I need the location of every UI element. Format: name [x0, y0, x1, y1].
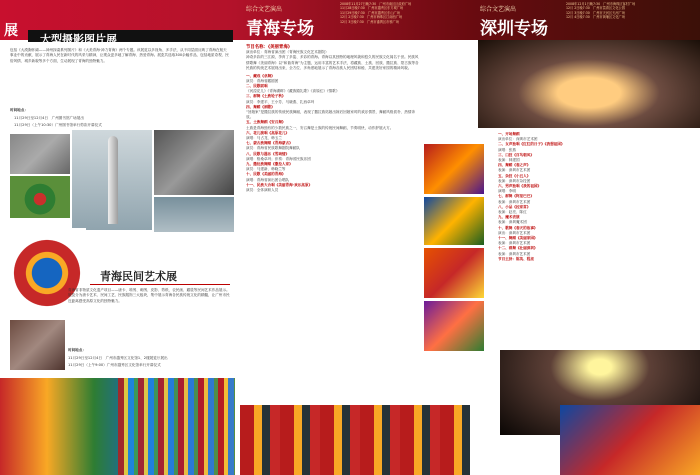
list-item: 十、歌舞《春天的故事》	[498, 225, 538, 230]
list-item: 五、土族舞蹈《安召舞》	[246, 120, 286, 125]
list-item: 六、花儿演唱《高原花儿》	[246, 130, 290, 135]
list-item-desc: 演员：马建新、韩晓兰等	[246, 167, 286, 172]
folk-time-2: 11月29日（上午9:00）广州市越秀区文化馆举行开幕仪式	[68, 363, 161, 367]
list-item-desc: 演员：全体演职人员	[246, 188, 279, 193]
list-item-desc: 表演：深圳市艺术团	[498, 199, 531, 204]
list-item-desc: 演出单位：深圳市艺术团	[498, 137, 538, 142]
list-item: 九、撒拉族舞蹈《撒拉人家》	[246, 162, 293, 167]
right-schedule	[566, 2, 696, 20]
schedule-line: 11月29日晚7:30 广州市越秀区东山广场	[340, 10, 400, 15]
schedule-line: 11月28日晚7:30 广州市越秀区东方城广场	[340, 6, 404, 11]
middle-schedule	[340, 2, 468, 24]
producer: 演出单位：青海省演出团（青海民族文化艺术剧院）	[246, 50, 329, 54]
schedule-line: 12月 2日晚7:30 广州市荔湾区文化公园	[566, 6, 625, 11]
photo-building	[154, 197, 234, 232]
list-item: 四、舞蹈《春之声》	[498, 163, 531, 168]
folk-time-1: 11月29日至12月4日 广州市越秀区文化馆1、2楼展览厅展出	[68, 356, 168, 360]
list-item: 十二、群舞《壮丽深圳》	[498, 246, 538, 251]
list-item-desc: 演唱：青海省演出团合唱队	[246, 177, 290, 182]
list-item-desc: 演唱：张燕	[498, 147, 516, 152]
photo-exhibit-title: 大型摄影图片展	[40, 33, 117, 46]
mask-image	[8, 228, 86, 318]
photo-exhibit-body: 包括《大漠胸怀阔——神州探索系列图片》和《大美青海·神力青海》两个专题。该展览以多视角、多手法，从不同层面反映了青海在航天事业中的贡献，展示了青海人民在新时代的风采与精神，让观众更多地了解青海、热爱青海。展览共选取300余幅作品，包括地质奇观、民俗风情、城乡新貌等多个方面，生动展现了青海的独特魅力。	[10, 48, 229, 63]
photo-dancers-4	[424, 301, 484, 351]
list-item: 八、小品《拉家常》	[498, 204, 531, 209]
list-item: 九、魔术表演	[498, 215, 520, 220]
folk-exhibit-body: 青海省非物质文化遗产项目——唐卡、堆绣、刺绣、皮影、剪纸、农民画、藏毯等民间艺术作品展示。展览分为唐卡艺术、民间工艺、民族服饰三大板块，集中展示青海各民族传统文化的精髓，让广州市民近距离感受高原文化的独特魅力。	[68, 288, 230, 303]
right-program-list	[496, 132, 696, 262]
list-item-desc: 演唱：李明	[498, 189, 516, 194]
photo-time-1: 11月29日至12月4日 广州图书馆广场展出	[14, 116, 84, 120]
photo-dance-stage	[478, 40, 700, 128]
list-item-desc: 演唱：格桑卓玛；伴奏：青海省民族乐团	[246, 156, 311, 161]
schedule-line: 12月 2日晚7:30 广州市海珠区江南西广场	[340, 15, 403, 20]
photo-dancers-1	[424, 144, 484, 194]
right-big-title: 深圳专场	[480, 19, 548, 39]
list-item-desc: 演唱：马占龙、韩玉兰	[246, 136, 282, 141]
list-item: 二、民歌联唱	[246, 84, 268, 89]
photo-dome	[10, 176, 70, 218]
photo-people	[154, 130, 234, 195]
list-item-desc: 演员：青海省藏剧团	[246, 78, 279, 83]
photo-rocket	[72, 130, 152, 230]
folk-exhibit-title: 青海民间艺术展	[100, 270, 177, 283]
list-item: 六、男声独唱《我的祖国》	[498, 184, 542, 189]
program-label: 节目名称：《美丽青海》	[246, 45, 293, 50]
list-item: 十一、民族大合唱《美丽青海·欢乐高原》	[246, 182, 313, 187]
list-item-desc: 表演：深圳市艺术团	[498, 251, 531, 256]
list-item-desc: 表演：深圳魔术团	[498, 220, 527, 225]
list-item-desc: 土族是青海独有的少数民族之一，安召舞是土族的传统民间舞蹈，节奏明快，动作舒展大方。	[246, 125, 394, 130]
host-line: 节目主持：陈英、程亮	[498, 256, 534, 261]
photo-costume-dancers	[560, 405, 700, 475]
list-item: 七、群舞《阿里巴巴》	[498, 194, 534, 199]
list-item: 一、藏戏《卓舞》	[246, 73, 275, 78]
middle-content	[246, 44, 420, 193]
list-item: 三、口技《百鸟朝凤》	[498, 152, 534, 157]
list-item-desc: 表演：深圳市杂技团	[498, 178, 531, 183]
folk-title-underline	[90, 284, 230, 285]
list-item-desc: 表演：深圳市艺术团	[498, 168, 531, 173]
list-item: 一、开场舞蹈	[498, 132, 520, 136]
photo-time-2: 11月29日（上午10:30）广州图书馆举行剪彩开幕仪式	[14, 123, 102, 127]
photo-performers	[240, 405, 470, 475]
list-item-desc: 表演：林建国	[498, 158, 520, 163]
photo-dancers-3	[424, 248, 484, 298]
photo-tangka	[10, 320, 65, 370]
list-item-desc: “回娘家”是撒拉族的传统民族舞蹈，表现了撒拉族姑娘出嫁后回娘家时的欢乐情景，舞蹈风格质朴、热情奔放。	[246, 110, 416, 120]
photo-crowd	[10, 134, 70, 174]
list-item: 二、女声独唱《红红的日子》《我想祖国》	[498, 142, 565, 147]
list-item-desc: 演出：深圳市艺术团	[498, 230, 531, 235]
list-item: 十、民歌《美丽的青海》	[246, 172, 286, 177]
list-item: 七、蒙古族舞蹈《青海蒙古》	[246, 141, 293, 146]
list-item-desc: 表演：赵亮、陈红	[498, 210, 527, 215]
schedule-line: 12月 4日晚7:30 广州市黄埔区文化广场	[566, 15, 625, 20]
list-item: 八、民歌与器乐《雪域情》	[246, 151, 290, 156]
schedule-line: 12月 3日晚7:30 广州市天河区天河广场	[566, 10, 625, 15]
schedule-line: 2008年12月1日晚7:30 广州市海珠区客村广场	[566, 2, 636, 6]
list-item: 十一、舞蹈《美丽家园》	[498, 236, 538, 241]
folk-time-label: 时间地点：	[68, 348, 86, 352]
list-item-desc: 演员：李建平、王小芳、马晓燕、扎西卓玛	[246, 99, 315, 104]
schedule-line: 2008年11月27日晚7:30 广州市南区区政府广场	[340, 2, 412, 6]
photo-dancers-2	[424, 197, 484, 245]
list-item-desc: 表演：深圳市艺术团	[498, 241, 531, 246]
middle-small-title: 综合文艺演出	[246, 6, 283, 13]
rocket-shape	[108, 136, 118, 224]
left-photo-strip-2	[118, 378, 235, 475]
right-small-title: 综合文艺演出	[480, 6, 517, 13]
photo-time-label: 时间地点：	[10, 108, 28, 112]
list-item-desc: 《河湟花儿》《青海湖畔》《藏族婚礼歌》《高原红》《情歌》	[246, 89, 340, 94]
middle-big-title: 青海专场	[246, 19, 314, 39]
list-item-desc: 演员：青海省民族歌舞剧院舞蹈队	[246, 146, 300, 151]
intro: 神奇多彩的三江源，孕育了多姿、多彩的青海。青海以其独特的地理风貌和悠久的民族文化闻名于世。民族风情歌舞《美丽青海》以“和谐青海”为主题，运用丰富的艺术手法，将藏族、土族、回族、撒拉族、蒙古族等各民族的传统艺术展现出来，全方位、多角度地展示了青海各族人民团结和睦、共建美好家园的精神风貌。	[246, 55, 419, 71]
list-item: 五、杂技《小丑人》	[498, 173, 531, 178]
list-item: 四、舞蹈《酒歌》	[246, 104, 275, 109]
schedule-line: 12月 3日晚7:30 广州市番禺区市桥广场	[340, 19, 399, 24]
left-header-tag: 展	[4, 23, 18, 39]
list-item: 三、群舞《土族轮子秋》	[246, 94, 286, 99]
